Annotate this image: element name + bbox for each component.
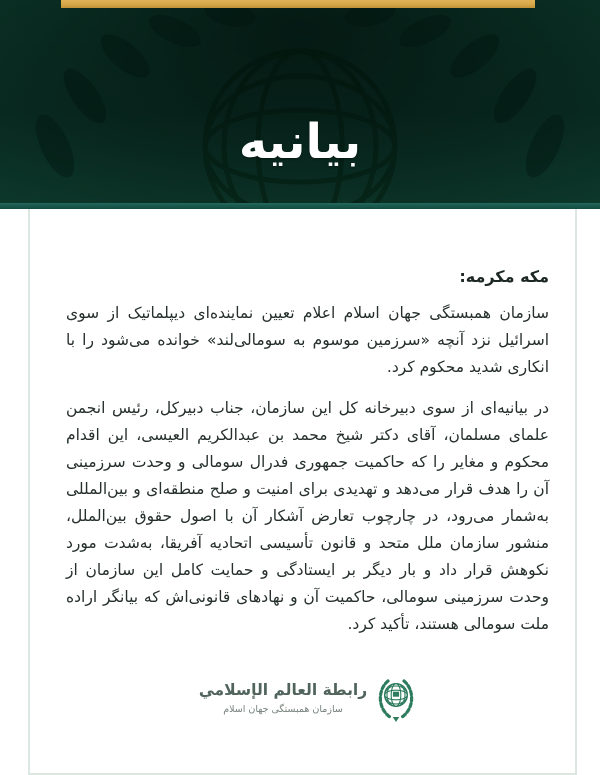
organization-name-persian: سازمان همبستگی جهان اسلام <box>223 703 343 715</box>
mwl-emblem-icon <box>376 674 416 722</box>
statement-paragraph-1: سازمان همبستگی جهان اسلام اعلام تعیین نماینده‌ای دیپلماتیک از سوی اسرائیل نزد آنچه «سرزمین موسوم به سومالی‌لند» خوانده می‌شود را با انکاری شدید محکوم کرد. <box>66 304 549 376</box>
organization-logo-text <box>199 681 367 714</box>
mwl-watermark-icon <box>0 0 600 203</box>
dateline-heading: مکه مکرمه: <box>459 267 549 286</box>
gold-accent-bar <box>61 0 535 8</box>
organization-logo <box>66 674 549 722</box>
statement-card <box>28 209 577 775</box>
organization-name-arabic: رابطة العالم الإسلامي <box>198 681 368 700</box>
header-banner <box>0 0 600 203</box>
statement-paragraph-2: در بیانیه‌ای از سوی دبیرخانه کل این سازمان، جناب دبیرکل، رئیس انجمن علمای مسلمان، آقای دکتر شیخ محمد بن عبدالکریم العیسی، این اقدام محکوم و مغایر را که حاکمیت جمهوری فدرال سومالی و وحدت سرزمینی آن را هدف قرار می‌دهد و تهدیدی برای امنیت و صلح منطقه‌ای و بین‌المللی به‌شمار می‌رود، در چارچوب تعارض آشکار آن با اصول حقوق بین‌الملل، منشور سازمان ملل متحد و قانون تأسیسی اتحادیه آفریقا، به‌شدت مورد نکوهش قرار داد و بار دیگر بر ایستادگی و حمایت کامل این سازمان از وحدت سرزمینی سومالی، حاکمیت آن و نهادهای قانونی‌اش که بیانگر اراده ملت سومالی هستند، تأکید کرد. <box>66 399 549 633</box>
statement-title: بیانیه <box>238 114 362 170</box>
statement-body <box>30 209 575 722</box>
